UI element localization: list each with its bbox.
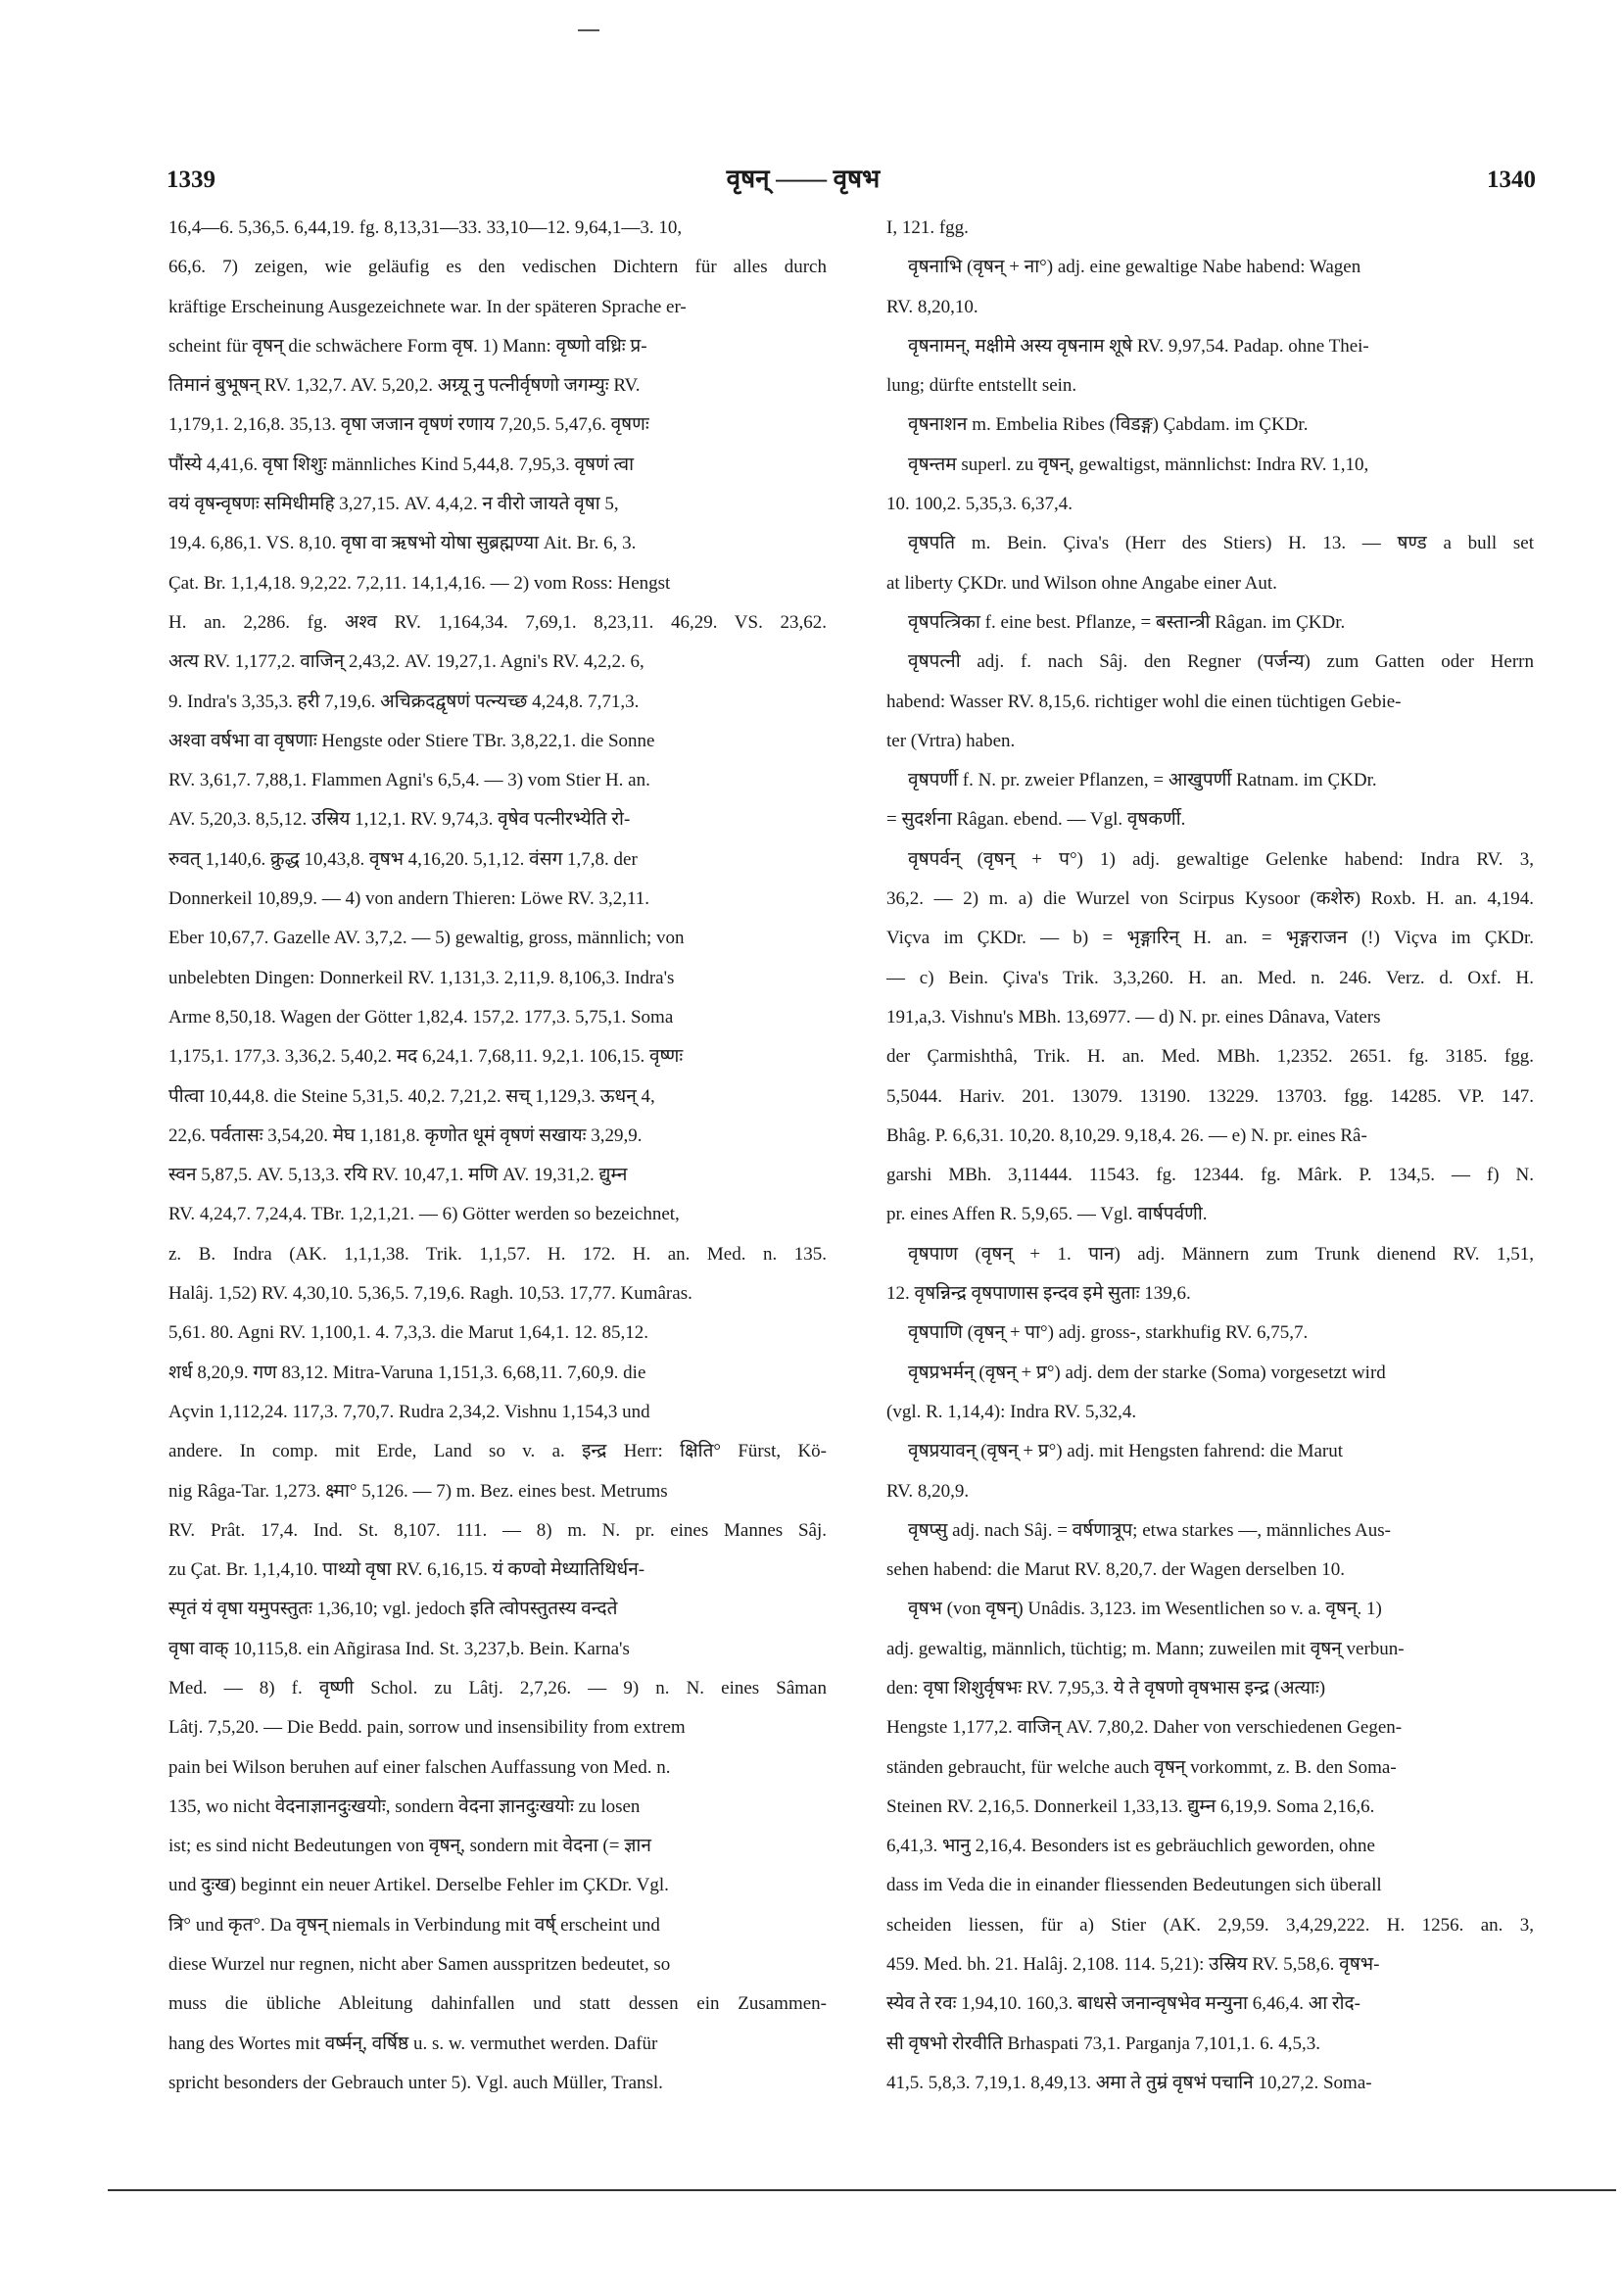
right-column-line [886, 1472, 1535, 1511]
right-column-line-text: वृषपति m. Bein. Çiva's (Herr des Stiers) H. 13. — षण्ड a bull set [908, 533, 1534, 554]
left-column-line [168, 1037, 828, 1076]
right-column-line-text: 6,41,3. भानु 2,16,4. Besonders ist es gebräuchlich geworden, ohne [886, 1836, 1375, 1857]
left-column-line-text: वृषा वाक् 10,115,8. ein Añgirasa Ind. St. 3,237,b. Bein. Karna's [168, 1638, 630, 1659]
right-column-line [886, 1117, 1535, 1156]
left-column-line [168, 2064, 828, 2103]
right-column-line-text: (vgl. R. 1,14,4): Indra RV. 5,32,4. [886, 1401, 1137, 1422]
right-column-line-text: वृषप्सु adj. nach Sâj. = वर्षणात्रूप; etwa starkes —, männliches Aus- [908, 1519, 1391, 1541]
left-column-line [168, 327, 828, 366]
right-column-line-text: Viçva im ÇKDr. — b) = भृङ्गारिन् H. an. = भृङ्गराजन (!) Viçva im ÇKDr. [886, 928, 1534, 949]
right-column-line [886, 1669, 1535, 1708]
right-column-line-text: वृषप्रभर्मन् (वृषन् + प्र°) adj. dem der starke (Soma) vorgesetzt wird [908, 1362, 1386, 1383]
right-column-line-text: garshi MBh. 3,11444. 11543. fg. 12344. fg. Mârk. P. 134,5. — f) N. [886, 1165, 1534, 1186]
left-column-line [168, 288, 828, 327]
left-column-line [168, 603, 828, 643]
right-column-line [886, 603, 1535, 643]
left-column-line-text: muss die übliche Ableitung dahinfallen und statt dessen ein Zusammen- [168, 1993, 827, 2015]
left-column-line-text: AV. 5,20,3. 8,5,12. उस्रिय 1,12,1. RV. 9,74,3. वृषेव पत्नीरभ्येति रो- [168, 809, 631, 831]
right-column-line [886, 1945, 1535, 1985]
right-column-line-text: 10. 100,2. 5,35,3. 6,37,4. [886, 494, 1073, 515]
left-column-line [168, 998, 828, 1037]
left-column-line-text: diese Wurzel nur regnen, nicht aber Samen ausspritzen bedeutet, so [168, 1954, 671, 1976]
right-column-line [886, 288, 1535, 327]
right-column-line [886, 524, 1535, 563]
right-column-line [886, 1551, 1535, 1590]
left-column-line [168, 1748, 828, 1788]
left-column-line [168, 366, 828, 406]
left-column-line-text: H. an. 2,286. fg. अश्व RV. 1,164,34. 7,69,1. 8,23,11. 46,29. VS. 23,62. [168, 611, 827, 633]
right-column [886, 209, 1535, 2103]
left-column-line [168, 1906, 828, 1945]
left-column-line-text: zu Çat. Br. 1,1,4,10. पाथ्यो वृषा RV. 6,16,15. यं कण्वो मेध्यातिथिर्धन- [168, 1559, 645, 1581]
left-column-line [168, 1630, 828, 1669]
right-column-line-text: वृषनाशन m. Embelia Ribes (विडङ्ग) Çabdam. im ÇKDr. [908, 414, 1309, 436]
right-column-line [886, 2025, 1535, 2064]
right-column-line-text: वृषपत्नी adj. f. nach Sâj. den Regner (पर्जन्य) zum Gatten oder Herrn [908, 651, 1534, 673]
right-column-line-text: वृषनामन्, मक्षीमे अस्य वृषनाम शूषे RV. 9,97,54. Padap. ohne Thei- [908, 335, 1369, 357]
right-column-line-text: वृषभ (von वृषन्) Unâdis. 3,123. im Wesentlichen so v. a. वृषन्. 1) [908, 1599, 1382, 1620]
left-column-line-text: RV. 4,24,7. 7,24,4. TBr. 1,2,1,21. — 6) Götter werden so bezeichnet, [168, 1204, 680, 1225]
right-column-line-text: adj. gewaltig, männlich, tüchtig; m. Mann; zuweilen mit वृषन् verbun- [886, 1638, 1405, 1659]
right-column-line [886, 1985, 1535, 2024]
right-column-line [886, 1827, 1535, 1866]
page-number-right: 1340 [1487, 167, 1536, 193]
left-column-line-text: scheint für वृषन् die schwächere Form वृष. 1) Mann: वृष्णो वध्रिः प्र- [168, 335, 647, 357]
right-column-line-text: den: वृषा शिशुर्वृषभः RV. 7,95,3. ये ते वृषणो वृषभास इन्द्र (अत्याः) [886, 1677, 1326, 1698]
right-column-line [886, 683, 1535, 722]
right-column-line [886, 1906, 1535, 1945]
left-column-line-text: पीत्वा 10,44,8. die Steine 5,31,5. 40,2. 7,21,2. सच् 1,129,3. ऊधन् 4, [168, 1085, 655, 1107]
left-column-line-text: तिमानं बुभूषन् RV. 1,32,7. AV. 5,20,2. अग्र्यू नु पत्नीर्वृषणो जगम्युः RV. [168, 375, 641, 397]
right-column-line-text: RV. 8,20,9. [886, 1480, 970, 1502]
right-column-line-text: वृषप्रयावन् (वृषन् + प्र°) adj. mit Hengsten fahrend: die Marut [908, 1441, 1344, 1462]
right-column-line-text: sehen habend: die Marut RV. 8,20,7. der Wagen derselben 10. [886, 1559, 1345, 1581]
right-column-line [886, 1037, 1535, 1076]
left-column-line [168, 1985, 828, 2024]
left-column-line [168, 840, 828, 880]
left-column-line-text: 22,6. पर्वतासः 3,54,20. मेघ 1,181,8. कृणोत धूमं वृषणं सखायः 3,29,9. [168, 1124, 643, 1146]
right-column-line-text: der Çarmishthâ, Trik. H. an. Med. MBh. 1,2352. 2651. fg. 3185. fgg. [886, 1046, 1534, 1068]
left-column-line [168, 880, 828, 919]
left-column-line-text: 16,4—6. 5,36,5. 6,44,19. fg. 8,13,31—33. 33,10—12. 9,64,1—3. 10, [168, 217, 683, 238]
left-column-line-text: रुवत् 1,140,6. क्रुद्ध 10,43,8. वृषभ 4,16,20. 5,1,12. वंसग 1,7,8. der [168, 848, 638, 870]
left-column-line [168, 1393, 828, 1432]
right-column-line [886, 1235, 1535, 1274]
left-column-line [168, 1708, 828, 1747]
right-column-line [886, 1314, 1535, 1353]
left-column-line-text: z. B. Indra (AK. 1,1,1,38. Trik. 1,1,57. H. 172. H. an. Med. n. 135. [168, 1243, 827, 1265]
left-column-line [168, 1511, 828, 1551]
right-column-line [886, 327, 1535, 366]
right-column-line-text: वृषन्तम superl. zu वृषन्, gewaltigst, männlichst: Indra RV. 1,10, [908, 454, 1369, 475]
top-mark [578, 29, 599, 31]
left-column-line-text: unbelebten Dingen: Donnerkeil RV. 1,131,3. 2,11,9. 8,106,3. Indra's [168, 967, 675, 988]
left-column-line [168, 1669, 828, 1708]
right-column-line [886, 959, 1535, 998]
left-column-line [168, 1866, 828, 1905]
page-number-left: 1339 [167, 167, 215, 193]
left-column-line-text: andere. In comp. mit Erde, Land so v. a. इन्द्र Herr: क्षिति° Fürst, Kö- [168, 1441, 827, 1462]
left-column-line [168, 1077, 828, 1117]
left-column-line-text: RV. Prât. 17,4. Ind. St. 8,107. 111. — 8) m. N. pr. eines Mannes Sâj. [168, 1519, 827, 1541]
left-column-line-text: पौंस्ये 4,41,6. वृषा शिशुः männliches Kind 5,44,8. 7,95,3. वृषणं त्वा [168, 454, 635, 475]
left-column-line-text: Lâtj. 7,5,20. — Die Bedd. pain, sorrow und insensibility from extrem [168, 1717, 686, 1739]
left-column-line-text: ist; es sind nicht Bedeutungen von वृषन्, sondern mit वेदना (= ज्ञान [168, 1836, 651, 1857]
right-column-line-text: I, 121. fgg. [886, 217, 969, 238]
right-column-line [886, 761, 1535, 800]
right-column-line [886, 1077, 1535, 1117]
left-column-line-text: hang des Wortes mit वर्ष्मन्, वर्षिष्ठ u. s. w. vermuthet werden. Dafür [168, 2033, 658, 2054]
right-column-line-text: pr. eines Affen R. 5,9,65. — Vgl. वार्षपर्वणी. [886, 1204, 1208, 1225]
left-column-line [168, 1274, 828, 1314]
right-column-line [886, 1630, 1535, 1669]
right-column-line [886, 880, 1535, 919]
left-column-line-text: 66,6. 7) zeigen, wie geläufig es den vedischen Dichtern für alles durch [168, 257, 827, 278]
right-column-line [886, 840, 1535, 880]
left-column-line-text: Çat. Br. 1,1,4,18. 9,2,22. 7,2,11. 14,1,4,16. — 2) vom Ross: Hengst [168, 572, 671, 594]
left-column-line-text: 19,4. 6,86,1. VS. 8,10. वृषा वा ऋषभो योषा सुब्रह्मण्या Ait. Br. 6, 3. [168, 533, 637, 554]
left-column-line [168, 643, 828, 682]
right-column-line [886, 1748, 1535, 1788]
right-column-line-text: वृषपत्त्रिका f. eine best. Pflanze, = बस्तान्त्री Râgan. im ÇKDr. [908, 611, 1346, 633]
left-column-line-text: 1,179,1. 2,16,8. 35,13. वृषा जजान वृषणं रणाय 7,20,5. 5,47,6. वृषणः [168, 414, 649, 436]
right-column-line-text: Bhâg. P. 6,6,31. 10,20. 8,10,29. 9,18,4. 26. — e) N. pr. eines Râ- [886, 1124, 1367, 1146]
right-column-line-text: वृषपर्णी f. N. pr. zweier Pflanzen, = आखुपर्णी Ratnam. im ÇKDr. [908, 770, 1377, 791]
right-column-line [886, 406, 1535, 445]
right-column-line [886, 1866, 1535, 1905]
left-column-line [168, 1156, 828, 1195]
right-column-line-text: 36,2. — 2) m. a) die Wurzel von Scirpus Kysoor (कशेरु) Roxb. H. an. 4,194. [886, 888, 1534, 910]
left-column-line-text: Açvin 1,112,24. 117,3. 7,70,7. Rudra 2,34,2. Vishnu 1,154,3 und [168, 1401, 650, 1422]
right-column-line-text: scheiden liessen, für a) Stier (AK. 2,9,59. 3,4,29,222. H. 1256. an. 3, [886, 1914, 1534, 1936]
left-column-line-text: pain bei Wilson beruhen auf einer falschen Auffassung von Med. n. [168, 1756, 671, 1778]
right-column-line [886, 1156, 1535, 1195]
left-column-line [168, 1551, 828, 1590]
right-column-line-text: = सुदर्शना Râgan. ebend. — Vgl. वृषकर्णी. [886, 809, 1186, 831]
left-column-line [168, 406, 828, 445]
left-column [168, 209, 828, 2103]
left-column-line [168, 1314, 828, 1353]
right-column-line [886, 446, 1535, 485]
left-column-line-text: Donnerkeil 10,89,9. — 4) von andern Thieren: Löwe RV. 3,2,11. [168, 888, 649, 910]
right-column-line [886, 209, 1535, 248]
right-column-line-text: 459. Med. bh. 21. Halâj. 2,108. 114. 5,21): उस्रिय RV. 5,58,6. वृषभ- [886, 1954, 1380, 1976]
left-column-line-text: स्पृतं यं वृषा यमुपस्तुतः 1,36,10; vgl. jedoch इति त्वोपस्तुतस्य वन्दते [168, 1599, 618, 1620]
right-column-line-text: वृषपर्वन् (वृषन् + प°) 1) adj. gewaltige Gelenke habend: Indra RV. 3, [908, 848, 1534, 870]
left-column-line-text: अत्य RV. 1,177,2. वाजिन् 2,43,2. AV. 19,27,1. Agni's RV. 4,2,2. 6, [168, 651, 644, 673]
left-column-line [168, 2025, 828, 2064]
left-column-line-text: 5,61. 80. Agni RV. 1,100,1. 4. 7,3,3. die Marut 1,64,1. 12. 85,12. [168, 1322, 649, 1344]
left-column-line-text: spricht besonders der Gebrauch unter 5). Vgl. auch Müller, Transl. [168, 2072, 663, 2093]
left-column-line [168, 1827, 828, 1866]
left-column-line [168, 761, 828, 800]
right-column-line [886, 248, 1535, 287]
left-column-line [168, 722, 828, 761]
right-column-line-text: dass im Veda die in einander fliessenden Bedeutungen sich überall [886, 1875, 1382, 1896]
left-column-line-text: Halâj. 1,52) RV. 4,30,10. 5,36,5. 7,19,6. Ragh. 10,53. 17,77. Kumâras. [168, 1283, 692, 1305]
right-column-line-text: वृषपाणि (वृषन् + पा°) adj. gross-, starkhufig RV. 6,75,7. [908, 1322, 1309, 1344]
right-column-line [886, 1708, 1535, 1747]
left-column-line [168, 446, 828, 485]
right-column-line-text: 12. वृषन्निन्द्र वृषपाणास इन्दव इमे सुताः 139,6. [886, 1283, 1191, 1305]
left-column-line [168, 1432, 828, 1471]
bottom-rule [108, 2189, 1616, 2191]
left-column-line [168, 800, 828, 839]
left-column-line-text: RV. 3,61,7. 7,88,1. Flammen Agni's 6,5,4. — 3) vom Stier H. an. [168, 770, 650, 791]
left-column-line [168, 1945, 828, 1985]
right-column-line [886, 722, 1535, 761]
right-column-line [886, 1393, 1535, 1432]
right-column-line [886, 1274, 1535, 1314]
right-column-line [886, 1590, 1535, 1629]
left-column-line-text: स्वन 5,87,5. AV. 5,13,3. रयि RV. 10,47,1. मणि AV. 19,31,2. द्युम्न [168, 1165, 628, 1186]
left-column-line-text: und दुःख) beginnt ein neuer Artikel. Derselbe Fehler im ÇKDr. Vgl. [168, 1875, 669, 1896]
right-column-line-text: at liberty ÇKDr. und Wilson ohne Angabe einer Aut. [886, 572, 1277, 594]
right-column-line-text: Hengste 1,177,2. वाजिन् AV. 7,80,2. Daher von verschiedenen Gegen- [886, 1717, 1403, 1739]
left-column-line-text: Med. — 8) f. वृष्णी Schol. zu Lâtj. 2,7,26. — 9) n. N. eines Sâman [168, 1677, 827, 1698]
left-column-line [168, 1590, 828, 1629]
right-column-line-text: ständen gebraucht, für welche auch वृषन् vorkommt, z. B. den Soma- [886, 1756, 1397, 1778]
right-column-line [886, 800, 1535, 839]
right-column-line [886, 998, 1535, 1037]
left-column-line [168, 1354, 828, 1393]
right-column-line-text: Steinen RV. 2,16,5. Donnerkeil 1,33,13. द्युम्न 6,19,9. Soma 2,16,6. [886, 1795, 1375, 1817]
right-column-line-text: वृषनाभि (वृषन् + ना°) adj. eine gewaltige Nabe habend: Wagen [908, 257, 1361, 278]
left-column-line [168, 1472, 828, 1511]
left-column-line [168, 959, 828, 998]
right-column-line-text: 5,5044. Hariv. 201. 13079. 13190. 13229. 13703. fgg. 14285. VP. 147. [886, 1085, 1534, 1107]
left-column-line [168, 485, 828, 524]
left-column-line [168, 524, 828, 563]
right-column-line-text: 41,5. 5,8,3. 7,19,1. 8,49,13. अमा ते तुम्रं वृषभं पचानि 10,27,2. Soma- [886, 2072, 1372, 2093]
right-column-line [886, 1788, 1535, 1827]
right-column-line-text: habend: Wasser RV. 8,15,6. richtiger wohl die einen tüchtigen Gebie- [886, 691, 1402, 712]
left-column-line-text: 135, wo nicht वेदनाज्ञानदुःखयोः, sondern वेदना ज्ञानदुःखयोः zu losen [168, 1795, 641, 1817]
right-column-line-text: ter (Vrtra) haben. [886, 730, 1016, 751]
left-column-line-text: 9. Indra's 3,35,3. हरी 7,19,6. अचिक्रदद्वृषणं पत्न्यच्छ 4,24,8. 7,71,3. [168, 691, 640, 712]
left-column-line [168, 248, 828, 287]
left-column-line [168, 1788, 828, 1827]
right-column-line-text: वृषपाण (वृषन् + 1. पान) adj. Männern zum Trunk dienend RV. 1,51, [908, 1243, 1534, 1265]
left-column-line-text: शर्ध 8,20,9. गण 83,12. Mitra-Varuna 1,151,3. 6,68,11. 7,60,9. die [168, 1362, 646, 1383]
right-column-line-text: lung; dürfte entstellt sein. [886, 375, 1077, 397]
right-column-line [886, 1195, 1535, 1234]
right-column-line [886, 1354, 1535, 1393]
right-column-line [886, 564, 1535, 603]
right-column-line [886, 2064, 1535, 2103]
left-column-line-text: 1,175,1. 177,3. 3,36,2. 5,40,2. मद 6,24,1. 7,68,11. 9,2,1. 106,15. वृष्णः [168, 1046, 684, 1068]
right-column-line [886, 1511, 1535, 1551]
left-column-line-text: Eber 10,67,7. Gazelle AV. 3,7,2. — 5) gewaltig, gross, männlich; von [168, 928, 685, 949]
right-column-line [886, 919, 1535, 958]
right-column-line [886, 485, 1535, 524]
right-column-line [886, 1432, 1535, 1471]
left-column-line [168, 564, 828, 603]
left-column-line-text: kräftige Erscheinung Ausgezeichnete war. In der späteren Sprache er- [168, 296, 687, 317]
left-column-line-text: त्रि° und कृत°. Da वृषन् niemals in Verbindung mit वर्ष् erscheint und [168, 1914, 660, 1936]
right-column-line-text: RV. 8,20,10. [886, 296, 978, 317]
right-column-line-text: सी वृषभो रोरवीति Brhaspati 73,1. Parganja 7,101,1. 6. 4,5,3. [886, 2033, 1320, 2054]
right-column-line [886, 366, 1535, 406]
left-column-line [168, 919, 828, 958]
left-column-line-text: nig Râga-Tar. 1,273. क्ष्मा° 5,126. — 7) m. Bez. eines best. Metrums [168, 1480, 668, 1502]
left-column-line [168, 1195, 828, 1234]
running-title: वृषन् —— वृषभ [726, 165, 881, 193]
left-column-line-text: Arme 8,50,18. Wagen der Götter 1,82,4. 157,2. 177,3. 5,75,1. Soma [168, 1006, 674, 1028]
right-column-line [886, 643, 1535, 682]
left-column-line-text: वयं वृषन्वृषणः समिधीमहि 3,27,15. AV. 4,4,2. न वीरो जायते वृषा 5, [168, 494, 619, 515]
left-column-line [168, 1235, 828, 1274]
left-column-line [168, 1117, 828, 1156]
right-column-line-text: स्येव ते रवः 1,94,10. 160,3. बाधसे जनान्वृषभेव मन्युना 6,46,4. आ रोद- [886, 1993, 1360, 2015]
left-column-line-text: अश्वा वर्षभा वा वृषणाः Hengste oder Stiere TBr. 3,8,22,1. die Sonne [168, 730, 655, 751]
right-column-line-text: 191,a,3. Vishnu's MBh. 13,6977. — d) N. pr. eines Dânava, Vaters [886, 1006, 1381, 1028]
left-column-line [168, 209, 828, 248]
left-column-line [168, 683, 828, 722]
right-column-line-text: — c) Bein. Çiva's Trik. 3,3,260. H. an. Med. n. 246. Verz. d. Oxf. H. [886, 967, 1534, 988]
